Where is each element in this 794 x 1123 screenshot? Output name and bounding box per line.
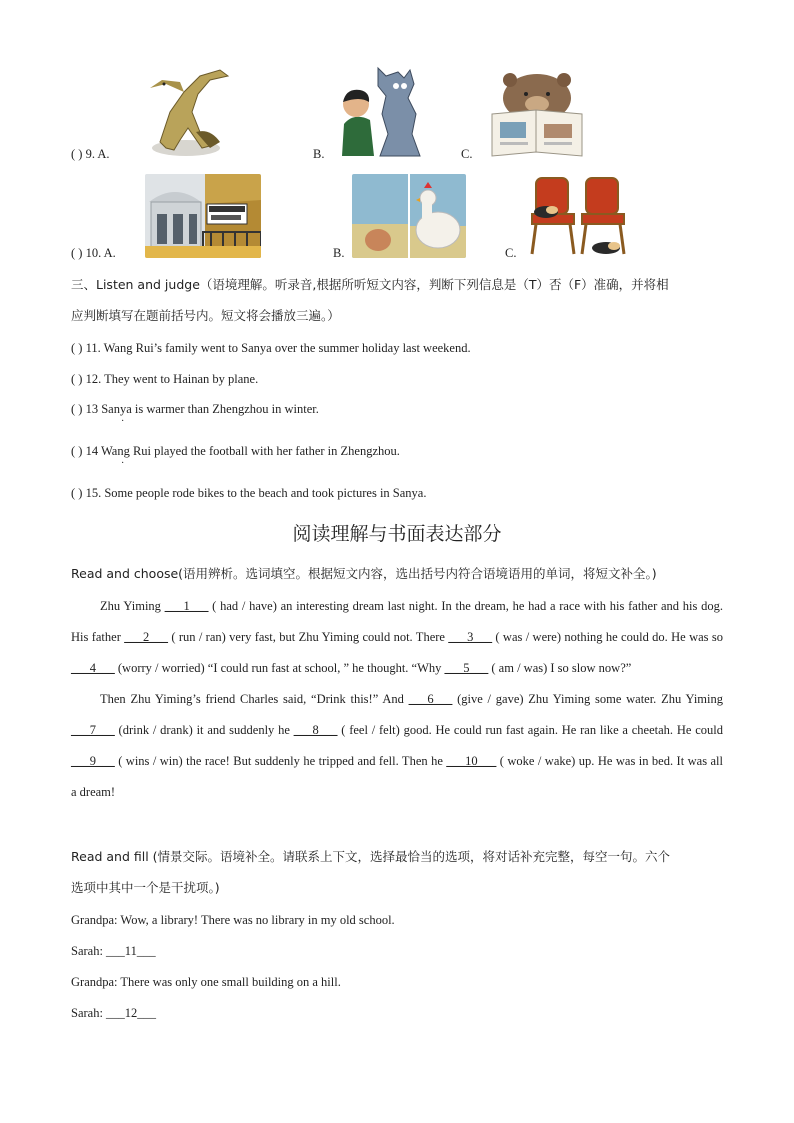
q9-option-b-label: B.	[313, 147, 325, 161]
dinosaur-image	[140, 62, 232, 158]
section3-heading-line1: 三、Listen and judge（语境理解。听录音,根据所听短文内容，判断下列信息是（T）否（F）准确，并将相	[71, 277, 669, 292]
text-run: Zhu Yiming	[100, 599, 165, 613]
text-run: (drink / drank) it and suddenly he	[114, 723, 294, 737]
paragraph-2	[71, 684, 723, 808]
part-title: 阅读理解与书面表达部分	[292, 523, 502, 545]
text-run: ( wins / win) the race! But suddenly he tripped and fell. Then he	[114, 754, 447, 768]
read-fill-heading-line2: 选项中其中一个是干扰项。)	[71, 880, 220, 895]
text-run: ( am / was) I so slow now?”	[488, 661, 632, 675]
blank-9: ___9___	[71, 754, 115, 768]
dot-mark: ·	[121, 458, 125, 469]
q10-option-c-label: C.	[505, 246, 517, 260]
q10-option-b-label: B.	[333, 246, 345, 260]
school-and-field-image	[145, 174, 261, 258]
text-run: (worry / worried) “I could run fast at school, ” he thought. “Why	[114, 661, 445, 675]
bear-reading-book-image	[490, 70, 584, 158]
read-fill-heading-line1: Read and fill (情景交际。语境补全。请联系上下文，选择最恰当的选项，将对话补充完整，每空一句。六个	[71, 849, 671, 864]
blank-1: ___1___	[164, 599, 209, 613]
blank-7: ___7___	[71, 723, 115, 737]
dialogue-line-2: Sarah: ___11___	[71, 944, 156, 958]
text-run: ( had / have) an interesting dream last night. In the dream, he had a race with his father and his dog. His father	[71, 599, 724, 644]
text-run: ( feel / felt) good. He could run fast again. He ran like a cheetah. He could	[337, 723, 723, 737]
dot-mark: ·	[121, 416, 125, 427]
q9-label: ( ) 9. A.	[71, 147, 110, 161]
blank-3: ___3___	[448, 630, 493, 644]
dialogue-line-4: Sarah: ___12___	[71, 1006, 157, 1020]
paragraph-1	[71, 591, 723, 684]
section3-heading-line2: 应判断填写在题前括号内。短文将会播放三遍。）	[71, 308, 340, 323]
blank-6: ___6___	[408, 692, 453, 706]
text-run: ( was / were) nothing he could do. He was so	[492, 630, 723, 644]
chairs-with-cats-image	[522, 174, 638, 258]
blank-4: ___4___	[71, 661, 115, 675]
egg-and-hen-image	[352, 174, 466, 258]
question-11: ( ) 11. Wang Rui’s family went to Sanya over the summer holiday last weekend.	[71, 341, 471, 355]
blank-2: ___2___	[124, 630, 168, 644]
blank-10: ___10___	[446, 754, 497, 768]
boy-with-monster-image	[334, 64, 424, 158]
read-choose-passage	[71, 591, 723, 808]
text-run: ( woke / wake) up. He was in bed. It was all a dream!	[71, 754, 723, 799]
blank-5: ___5___	[444, 661, 489, 675]
question-14: ( ) 14 Wang Rui played the football with her father in Zhengzhou.	[71, 444, 400, 458]
question-12: ( ) 12. They went to Hainan by plane.	[71, 372, 259, 386]
text-run: (give / gave) Zhu Yiming some water. Zhu Yiming	[452, 692, 723, 706]
dialogue-line-3: Grandpa: There was only one small building on a hill.	[71, 975, 341, 989]
q10-label: ( ) 10. A.	[71, 246, 116, 260]
blank-8: ___8___	[293, 723, 338, 737]
q9-option-c-label: C.	[461, 147, 473, 161]
text-run: ( run / ran) very fast, but Zhu Yiming could not. There	[167, 630, 449, 644]
question-15: ( ) 15. Some people rode bikes to the beach and took pictures in Sanya.	[71, 486, 427, 500]
text-run: Then Zhu Yiming’s friend Charles said, “Drink this!” And	[100, 692, 409, 706]
read-choose-heading: Read and choose(语用辨析。选词填空。根据短文内容，选出括号内符合语境语用的单词，将短文补全。)	[71, 566, 657, 581]
dialogue-line-1: Grandpa: Wow, a library! There was no library in my old school.	[71, 913, 395, 927]
question-13: ( ) 13 Sanya is warmer than Zhengzhou in winter.	[71, 402, 319, 416]
